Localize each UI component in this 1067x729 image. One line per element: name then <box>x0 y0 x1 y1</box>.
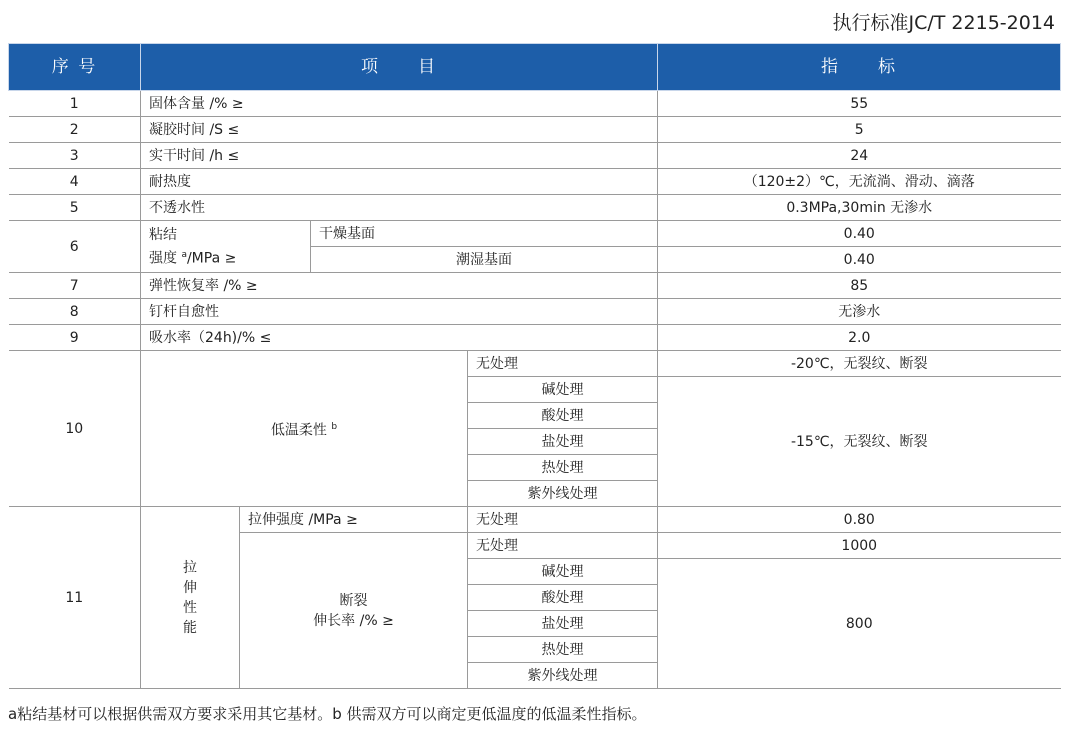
row-no: 1 <box>9 91 141 117</box>
row-no: 2 <box>9 117 141 143</box>
row-item: 吸水率（24h)/% ≤ <box>141 325 658 351</box>
row-no: 5 <box>9 195 141 221</box>
row-item: 固体含量 /% ≥ <box>141 91 658 117</box>
spec-table <box>8 43 1061 689</box>
row-item-char: 能 <box>183 619 197 636</box>
row-subitem: 盐处理 <box>468 611 658 637</box>
table-row <box>9 143 1061 169</box>
row-subitem: 碱处理 <box>468 559 658 585</box>
row-item <box>141 351 468 507</box>
row-value: 85 <box>658 273 1061 299</box>
row-subitem: 盐处理 <box>468 429 658 455</box>
row-value: 24 <box>658 143 1061 169</box>
row-subitem: 紫外线处理 <box>468 481 658 507</box>
row-no: 11 <box>9 507 141 689</box>
row-value: 55 <box>658 91 1061 117</box>
row-item-text: 低温柔性 <box>270 422 332 439</box>
footnote-marker: b <box>331 421 338 432</box>
row-value: 无渗水 <box>658 299 1061 325</box>
row-no: 9 <box>9 325 141 351</box>
row-value: 0.3MPa,30min 无渗水 <box>658 195 1061 221</box>
row-subitem-line: 伸长率 /% ≥ <box>313 612 394 629</box>
row-item-line1: 粘结 <box>149 226 177 243</box>
row-no: 6 <box>9 221 141 273</box>
table-row <box>9 273 1061 299</box>
row-item-char: 拉 <box>183 559 197 576</box>
row-subitem: 无处理 <box>468 351 658 377</box>
row-no: 4 <box>9 169 141 195</box>
table-row <box>9 91 1061 117</box>
table-row <box>9 507 1061 533</box>
header-no: 序 号 <box>9 44 141 91</box>
row-subitem: 潮湿基面 <box>311 247 658 273</box>
row-value: 0.40 <box>658 247 1061 273</box>
row-no: 8 <box>9 299 141 325</box>
row-subitem: 无处理 <box>468 533 658 559</box>
row-item: 弹性恢复率 /% ≥ <box>141 273 658 299</box>
row-subitem: 无处理 <box>468 507 658 533</box>
table-row <box>9 221 1061 247</box>
row-subitem: 酸处理 <box>468 585 658 611</box>
row-item <box>141 221 311 273</box>
table-row <box>9 117 1061 143</box>
row-value: 1000 <box>658 533 1061 559</box>
footnote-marker: a <box>181 249 187 260</box>
row-subitem: 干燥基面 <box>311 221 658 247</box>
row-no: 7 <box>9 273 141 299</box>
table-header <box>9 44 1061 91</box>
row-item: 凝胶时间 /S ≤ <box>141 117 658 143</box>
row-item-vertical <box>141 507 240 689</box>
row-item: 耐热度 <box>141 169 658 195</box>
row-value: 2.0 <box>658 325 1061 351</box>
table-row <box>9 169 1061 195</box>
row-value: -15℃，无裂纹、断裂 <box>658 377 1061 507</box>
row-item: 实干时间 /h ≤ <box>141 143 658 169</box>
row-subitem: 酸处理 <box>468 403 658 429</box>
row-item: 不透水性 <box>141 195 658 221</box>
row-subitem: 热处理 <box>468 637 658 663</box>
row-subitem: 紫外线处理 <box>468 663 658 689</box>
row-item-text: /MPa ≥ <box>186 250 237 267</box>
row-no: 3 <box>9 143 141 169</box>
standard-number: 执行标准JC/T 2215-2014 <box>832 12 1055 34</box>
row-value: -20℃，无裂纹、断裂 <box>658 351 1061 377</box>
row-value: 800 <box>658 559 1061 689</box>
table-row <box>9 195 1061 221</box>
row-subitem-line: 断裂 <box>339 592 368 609</box>
row-item-text: 强度 <box>149 250 182 267</box>
row-value: 0.80 <box>658 507 1061 533</box>
row-item: 钉杆自愈性 <box>141 299 658 325</box>
header-item: 项 目 <box>141 44 658 91</box>
row-no: 10 <box>9 351 141 507</box>
row-subitem: 拉伸强度 /MPa ≥ <box>240 507 468 533</box>
table-row <box>9 351 1061 377</box>
table-row <box>9 325 1061 351</box>
row-subitem: 热处理 <box>468 455 658 481</box>
footnote: a粘结基材可以根据供需双方要求采用其它基材。b 供需双方可以商定更低温度的低温柔性指标。 <box>8 705 647 723</box>
row-value: 5 <box>658 117 1061 143</box>
table-row <box>9 299 1061 325</box>
header-index: 指 标 <box>658 44 1061 91</box>
row-item-line2 <box>149 245 302 269</box>
row-item-char: 性 <box>183 599 197 616</box>
row-value: 0.40 <box>658 221 1061 247</box>
row-subitem <box>240 533 468 689</box>
row-item-char: 伸 <box>183 579 197 596</box>
row-value: （120±2）℃，无流淌、滑动、滴落 <box>658 169 1061 195</box>
row-subitem: 碱处理 <box>468 377 658 403</box>
